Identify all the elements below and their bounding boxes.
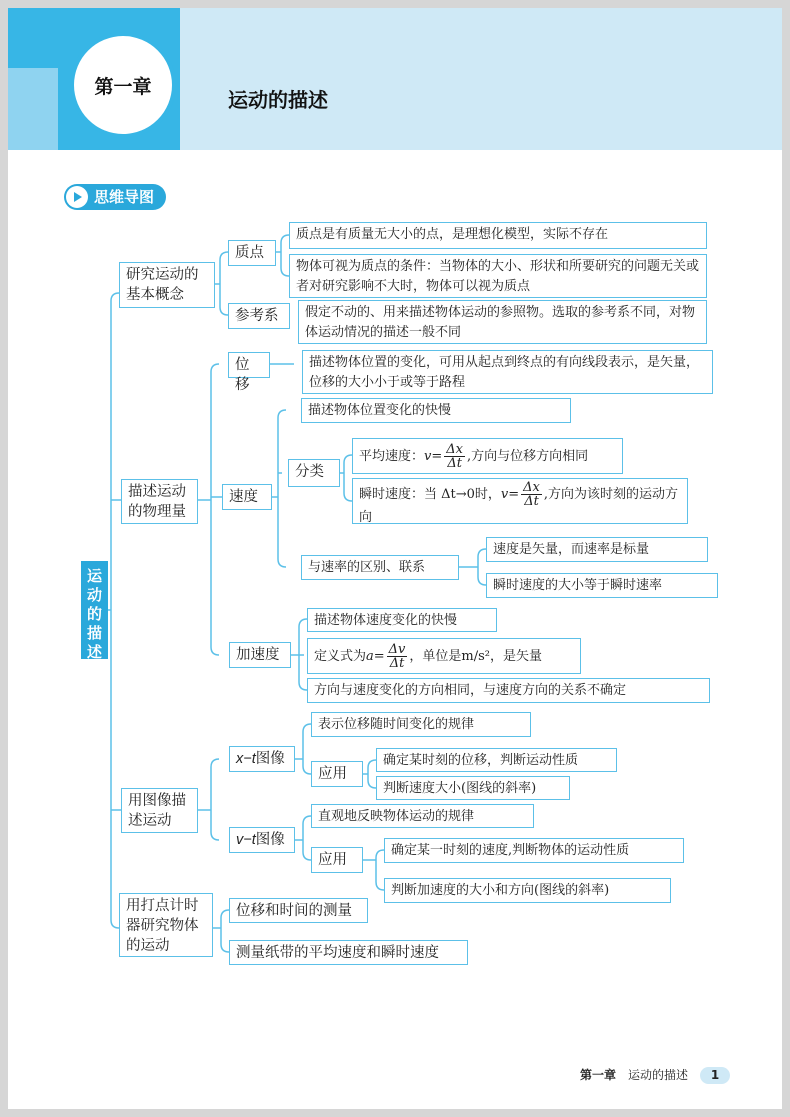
node-ticker-timer: 用打点计时器研究物体的运动 xyxy=(119,893,213,957)
chapter-number: 第一章 xyxy=(74,36,172,134)
node-basic-concepts: 研究运动的基本概念 xyxy=(119,262,215,308)
mind-map-root: 运动的描述 xyxy=(81,561,108,659)
node-acceleration: 加速度 xyxy=(229,642,291,668)
fraction-numerator: Δx xyxy=(446,442,463,457)
acceleration-direction: 方向与速度变化的方向相同，与速度方向的关系不确定 xyxy=(307,678,710,703)
average-velocity-fraction xyxy=(444,443,465,470)
fraction-denominator: Δt xyxy=(447,456,462,471)
fraction-numerator: Δx xyxy=(523,480,540,495)
average-velocity-symbol: v= xyxy=(424,449,443,464)
node-classification: 分类 xyxy=(288,459,340,487)
speed-relation-magnitude: 瞬时速度的大小等于瞬时速率 xyxy=(486,573,718,598)
node-xt-graph xyxy=(229,746,295,772)
particle-condition: 物体可视为质点的条件：当物体的大小、形状和所要研究的问题无关或者对研究影响不大时，物体可以视为质点 xyxy=(289,254,707,298)
displacement-definition: 描述物体位置的变化，可用从起点到终点的有向线段表示，是矢量，位移的大小小于或等于路程 xyxy=(302,350,713,394)
node-physical-quantities: 描述运动的物理量 xyxy=(121,479,198,524)
vt-graph-symbol: v−t xyxy=(236,832,256,848)
speed-relation-vector: 速度是矢量，而速率是标量 xyxy=(486,537,708,562)
page xyxy=(8,8,782,1109)
instantaneous-velocity-fraction xyxy=(521,481,542,508)
page-footer xyxy=(580,1066,730,1084)
average-velocity-prefix: 平均速度： xyxy=(359,449,425,464)
instantaneous-velocity xyxy=(352,478,688,524)
speed-relation: 与速率的区别、联系 xyxy=(301,555,459,580)
acceleration-symbol: a= xyxy=(366,649,385,664)
node-displacement: 位移 xyxy=(228,352,270,378)
ticker-measurement: 位移和时间的测量 xyxy=(229,898,368,923)
xt-graph-text: 图像 xyxy=(255,751,285,767)
mind-map-label: 思维导图 xyxy=(94,188,155,206)
footer-title: 运动的描述 xyxy=(628,1068,689,1082)
velocity-definition: 描述物体位置变化的快慢 xyxy=(301,398,571,423)
chapter-title: 运动的描述 xyxy=(228,88,328,112)
page-number: 1 xyxy=(700,1067,730,1084)
xt-graph-definition: 表示位移随时间变化的规律 xyxy=(311,712,531,737)
average-velocity xyxy=(352,438,623,474)
xt-graph-symbol: x−t xyxy=(236,751,256,767)
node-particle: 质点 xyxy=(228,240,276,266)
node-vt-graph xyxy=(229,827,295,853)
average-velocity-suffix: ,方向与位移方向相同 xyxy=(467,449,589,464)
ticker-speed-measurement: 测量纸带的平均速度和瞬时速度 xyxy=(229,940,468,965)
acceleration-fraction xyxy=(387,643,408,670)
particle-definition: 质点是有质量无大小的点，是理想化模型，实际不存在 xyxy=(289,222,707,249)
fraction-denominator: Δt xyxy=(389,656,405,671)
node-xt-application: 应用 xyxy=(311,761,363,787)
xt-application-slope: 判断速度大小(图线的斜率) xyxy=(376,776,570,800)
vt-graph-text: 图像 xyxy=(255,832,285,848)
vt-application-slope: 判断加速度的大小和方向(图线的斜率) xyxy=(384,878,671,903)
acceleration-formula-suffix: ，单位是m/s²，是矢量 xyxy=(409,649,542,664)
fraction-numerator: Δv xyxy=(388,642,406,657)
instantaneous-velocity-prefix: 瞬时速度：当 Δt→0时， xyxy=(359,487,501,502)
instantaneous-velocity-symbol: v= xyxy=(500,487,520,502)
fraction-denominator: Δt xyxy=(524,494,539,509)
vt-graph-definition: 直观地反映物体运动的规律 xyxy=(311,804,534,828)
acceleration-formula-prefix: 定义式为 xyxy=(314,649,367,664)
acceleration-formula xyxy=(307,638,581,674)
reference-frame-definition: 假定不动的、用来描述物体运动的参照物。选取的参考系不同，对物体运动情况的描述一般不同 xyxy=(298,300,707,344)
node-velocity: 速度 xyxy=(222,484,272,510)
node-graphs: 用图像描述运动 xyxy=(121,788,198,833)
instantaneous-velocity-suffix: ,方向为该时刻的运动方向 xyxy=(359,487,679,525)
node-reference-frame: 参考系 xyxy=(228,303,290,329)
acceleration-definition: 描述物体速度变化的快慢 xyxy=(307,608,497,632)
node-vt-application: 应用 xyxy=(311,847,363,873)
vt-application-velocity: 确定某一时刻的速度,判断物体的运动性质 xyxy=(384,838,684,863)
xt-application-displacement: 确定某时刻的位移，判断运动性质 xyxy=(376,748,617,772)
footer-chapter: 第一章 xyxy=(580,1068,617,1082)
